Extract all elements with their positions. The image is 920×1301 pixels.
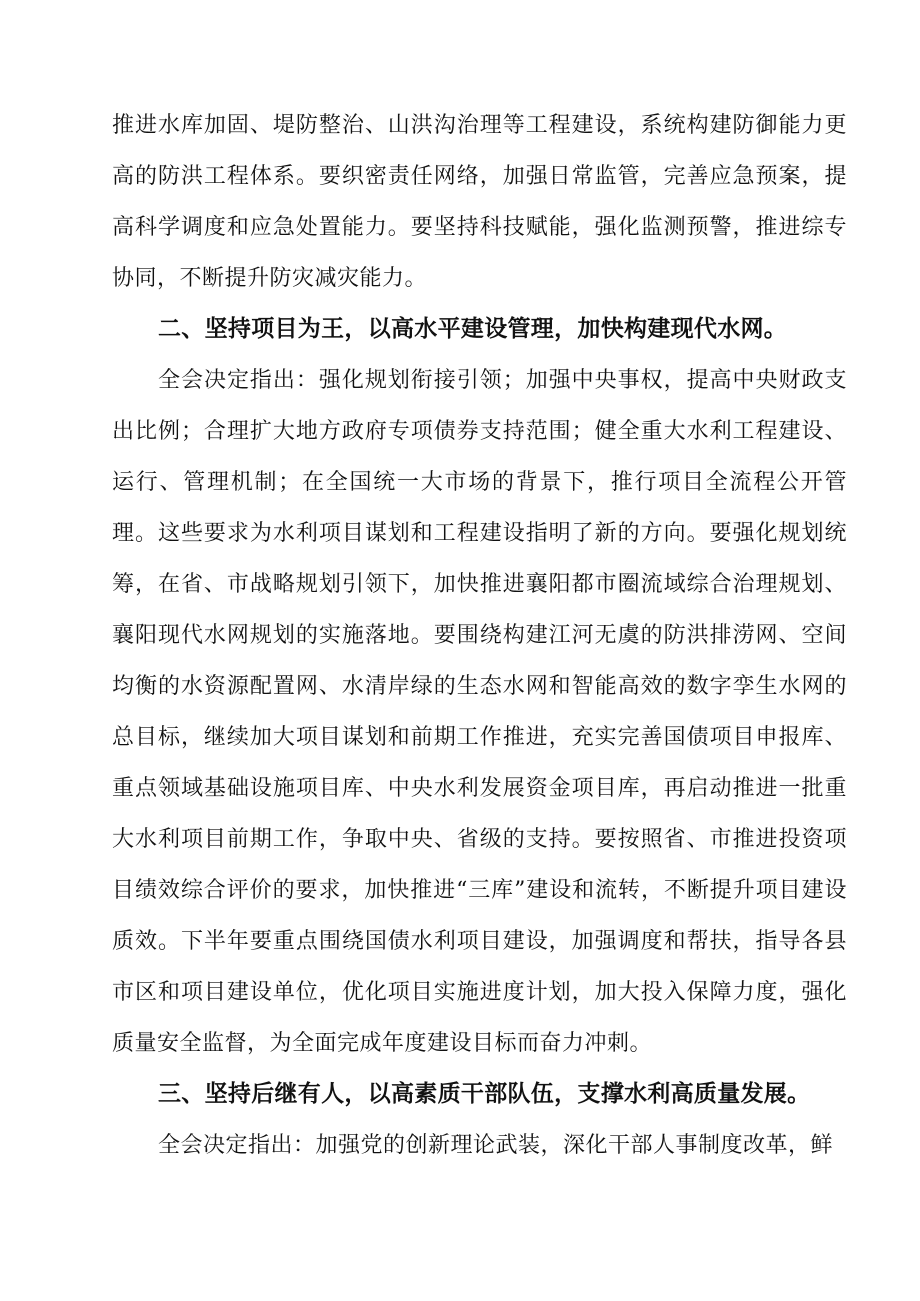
document-page bbox=[112, 100, 847, 1171]
section-heading-2: 二、坚持项目为王，以高水平建设管理，加快构建现代水网。 bbox=[158, 316, 788, 342]
body-paragraph-section-3: 全会决定指出：加强党的创新理论武装，深化干部人事制度改革，鲜 bbox=[158, 1133, 834, 1158]
section-heading-3: 三、坚持后继有人，以高素质干部队伍，支撑水利高质量发展。 bbox=[158, 1081, 811, 1107]
body-paragraph-continued: 推进水库加固、堤防整治、山洪沟治理等工程建设，系统构建防御能力更高的防洪工程体系。要织密责任网络，加强日常监管，完善应急预案，提高科学调度和应急处置能力。要坚持科技赋能，强化监测预警，推进综专协同，不断提升防灾减灾能力。 bbox=[112, 113, 847, 291]
body-paragraph-section-2: 全会决定指出：强化规划衔接引领；加强中央事权，提高中央财政支出比例；合理扩大地方政府专项债券支持范围；健全重大水利工程建设、运行、管理机制；在全国统一大市场的背景下，推行项目全流程公开管理。这些要求为水利项目谋划和工程建设指明了新的方向。要强化规划统筹，在省、市战略规划引领下，加快推进襄阳都市圈流域综合治理规划、襄阳现代水网规划的实施落地。要围绕构建江河无虞的防洪排涝网、空间均衡的水资源配置网、水清岸绿的生态水网和智能高效的数字孪生水网的总目标，继续加大项目谋划和前期工作推进，充实完善国债项目申报库、重点领域基础设施项目库、中央水利发展资金项目库，再启动推进一批重大水利项目前期工作，争取中央、省级的支持。要按照省、市推进投资项目绩效综合评价的要求，加快推进“三库”建设和流转，不断提升项目建设质效。下半年要重点围绕国债水利项目建设，加强调度和帮扶，指导各县市区和项目建设单位，优化项目实施进度计划，加大投入保障力度，强化质量安全监督，为全面完成年度建设目标而奋力冲刺。 bbox=[112, 368, 847, 1056]
